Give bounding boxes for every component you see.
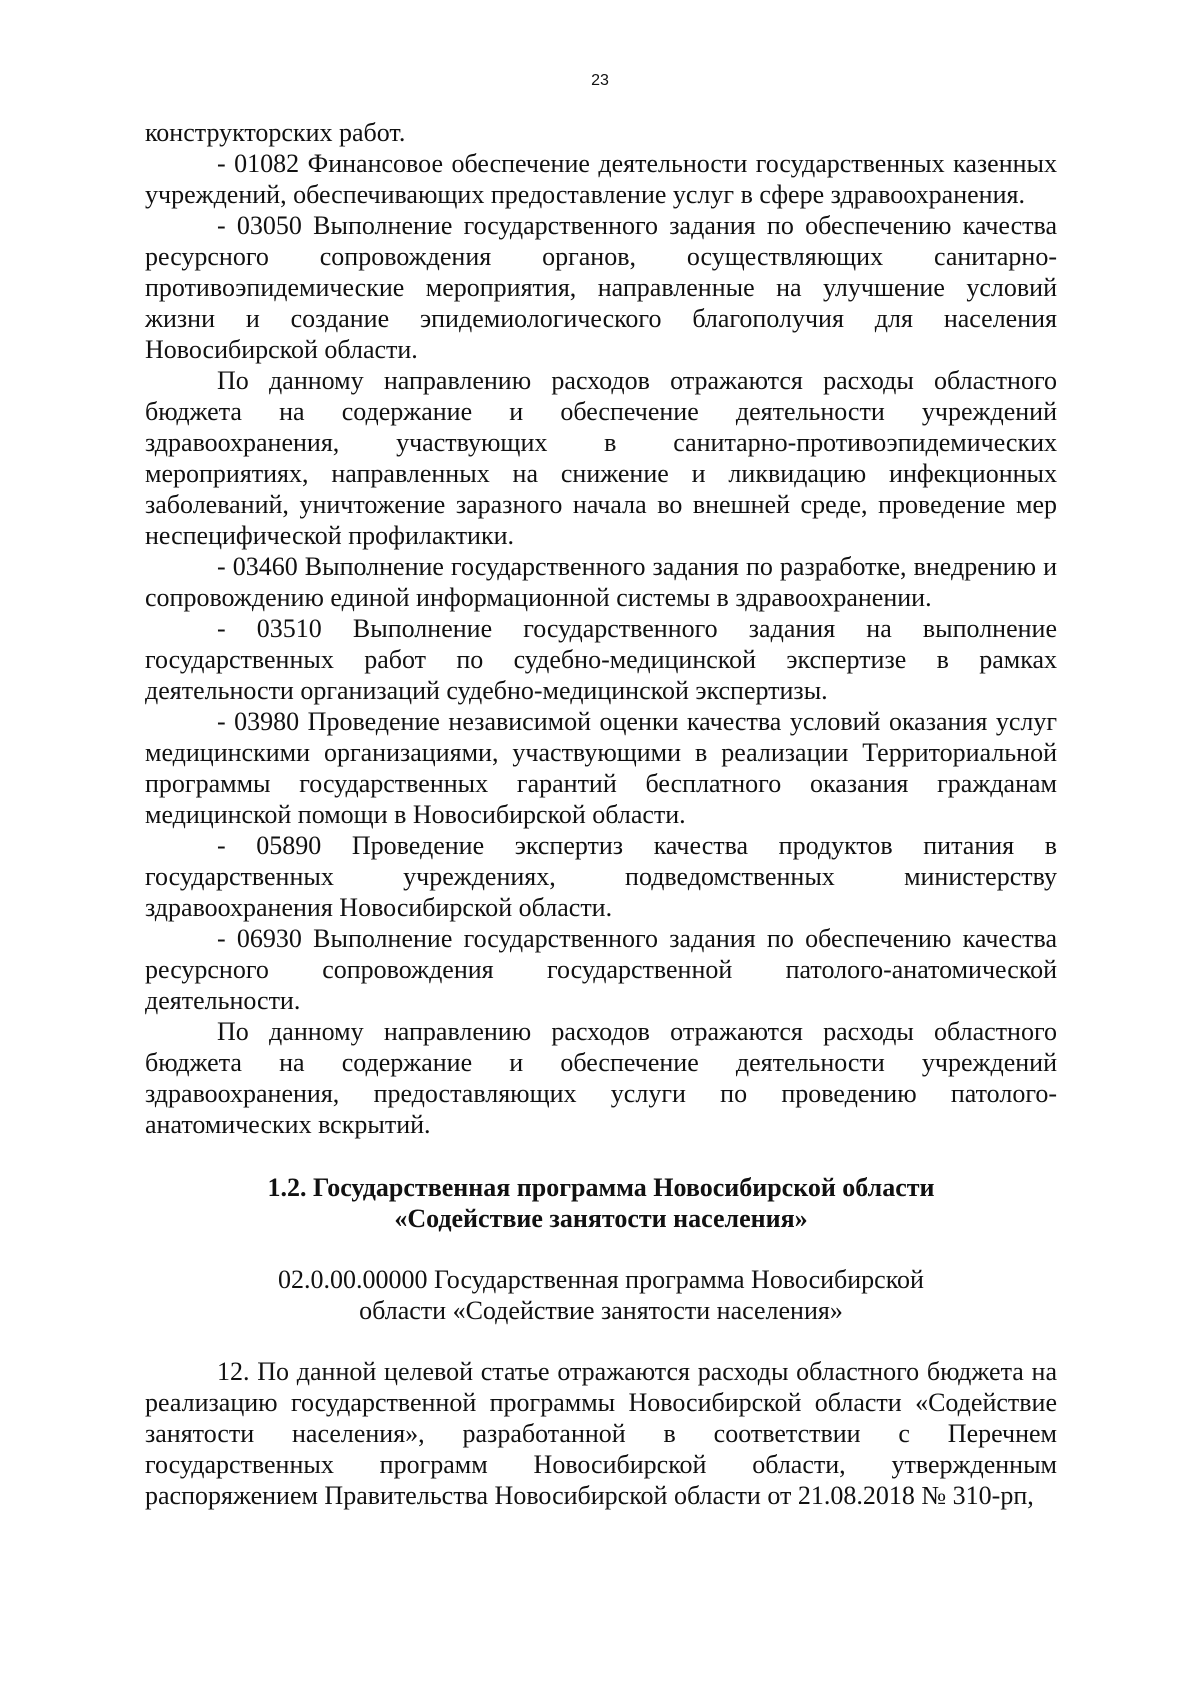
section-heading-line-1: 1.2. Государственная программа Новосибирской области xyxy=(267,1173,935,1202)
paragraph-1: - 01082 Финансовое обеспечение деятельности государственных казенных учреждений, обеспечивающих предоставление услуг в сфере здравоохранения. xyxy=(145,149,1057,209)
paragraph-2: - 03050 Выполнение государственного задания по обеспечению качества ресурсного сопровождения органов, осуществляющих санитарно-противоэпидемические мероприятия, направленные на улучшение условий жизни и создание эпидемиологического благополучия для населения Новосибирской области. xyxy=(145,211,1057,364)
section-heading xyxy=(145,1172,1057,1234)
section-body: 12. По данной целевой статье отражаются расходы областного бюджета на реализацию государственной программы Новосибирской области «Содействие занятости населения», разработанной в соответствии с Перечнем государственных программ Новосибирской области, утвержденным распоряжением Правительства Новосибирской области от 21.08.2018 № 310-рп, xyxy=(145,1357,1057,1510)
paragraph-5: - 03510 Выполнение государственного задания на выполнение государственных работ по судебно-медицинской экспертизе в рамках деятельности организаций судебно-медицинской экспертизы. xyxy=(145,614,1057,705)
page-number: 23 xyxy=(591,72,609,89)
section-subheading-line-2: области «Содействие занятости населения» xyxy=(359,1296,843,1325)
section-subheading xyxy=(145,1264,1057,1326)
document-body xyxy=(145,117,1057,1511)
paragraph-3: По данному направлению расходов отражаются расходы областного бюджета на содержание и обеспечение деятельности учреждений здравоохранения, участвующих в санитарно-противоэпидемических мероприятиях, направленных на снижение и ликвидацию инфекционных заболеваний, уничтожение заразного начала во внешней среде, проведение мер неспецифической профилактики. xyxy=(145,366,1057,550)
paragraph-9: По данному направлению расходов отражаются расходы областного бюджета на содержание и обеспечение деятельности учреждений здравоохранения, предоставляющих услуги по проведению патолого-анатомических вскрытий. xyxy=(145,1017,1057,1139)
paragraph-7: - 05890 Проведение экспертиз качества продуктов питания в государственных учреждениях, подведомственных министерству здравоохранения Новосибирской области. xyxy=(145,831,1057,922)
section-subheading-line-1: 02.0.00.00000 Государственная программа Новосибирской xyxy=(278,1265,924,1294)
section-heading-line-2: «Содействие занятости населения» xyxy=(394,1204,808,1233)
paragraph-4: - 03460 Выполнение государственного задания по разработке, внедрению и сопровождению единой информационной системы в здравоохранении. xyxy=(145,552,1057,612)
paragraph-8: - 06930 Выполнение государственного задания по обеспечению качества ресурсного сопровождения государственной патолого-анатомической деятельности. xyxy=(145,924,1057,1015)
paragraph-0: конструкторских работ. xyxy=(145,118,406,147)
paragraph-6: - 03980 Проведение независимой оценки качества условий оказания услуг медицинскими организациями, участвующими в реализации Территориальной программы государственных гарантий бесплатного оказания гражданам медицинской помощи в Новосибирской области. xyxy=(145,707,1057,829)
